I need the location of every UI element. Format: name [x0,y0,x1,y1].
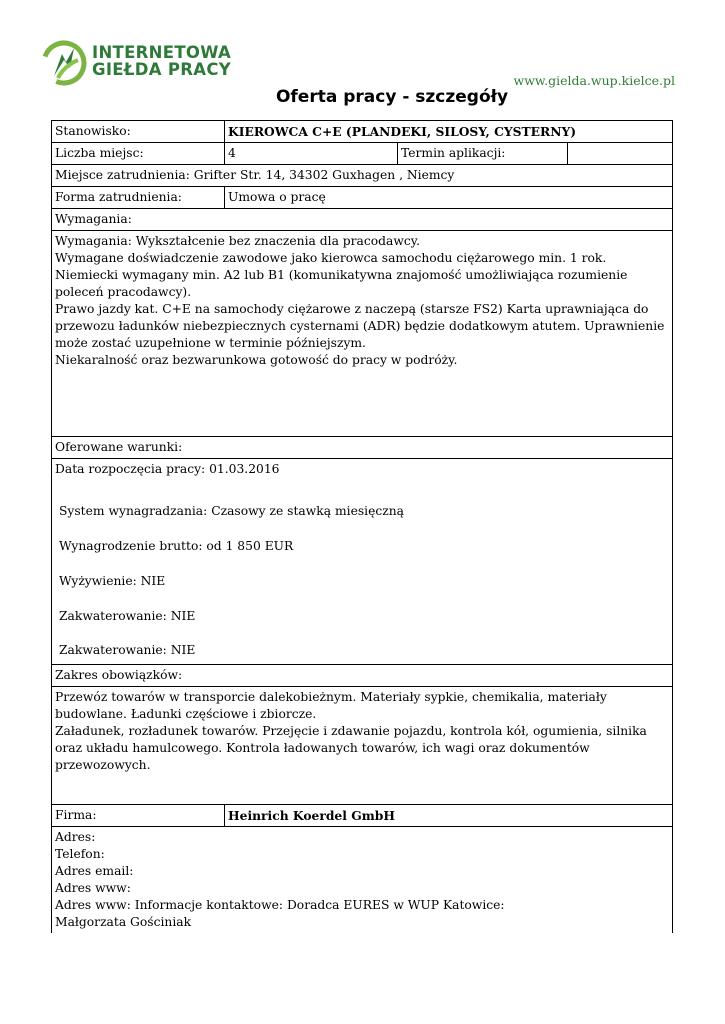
requirements-line: może zostać uzupełnione w terminie późniejszym. [55,336,366,350]
requirements-label: Wymagania: [52,209,673,231]
page-title: Oferta pracy - szczegóły [275,87,509,107]
duties-line: oraz układu hamulcowego. Kontrola ładowanych towarów, ich wagi oraz dokumentów [55,741,590,755]
duties-line: przewozowych. [55,758,151,772]
conditions-label: Oferowane warunki: [52,437,673,459]
deadline-label: Termin aplikacji: [398,143,568,165]
requirements-header-row [52,209,673,231]
condition-item: Zakwaterowanie: NIE [59,609,196,623]
conditions-header-row [52,437,673,459]
start-date: Data rozpoczęcia pracy: 01.03.2016 [55,462,280,476]
conditions-content [52,459,673,665]
places-value: 4 [225,143,398,165]
logo-line-1: INTERNETOWA [92,43,232,62]
logo-line-2: GIEŁDA PRACY [92,60,231,79]
logo-emblem-icon [40,38,90,88]
duties-header-row [52,665,673,687]
employment-value: Umowa o pracę [225,187,673,209]
contact-line: Adres www: [55,881,131,895]
contact-line: Adres: [55,830,96,844]
duties-line: Przewóz towarów w transporcie dalekobieżnym. Materiały sypkie, chemikalia, materiały [55,690,607,704]
requirements-line: Niekaralność oraz bezwarunkowa gotowość do pracy w podróży. [55,353,458,367]
deadline-value [568,143,673,165]
requirements-line: Niemiecki wymagany min. A2 lub B1 (komunikatywna znajomość umożliwiająca rozumienie [55,268,628,282]
duties-content [52,687,673,805]
duties-label: Zakres obowiązków: [52,665,673,687]
offer-table [51,120,673,933]
company-row [52,805,673,827]
position-row [52,121,673,143]
requirements-row [52,231,673,437]
company-value: Heinrich Koerdel GmbH [225,805,673,827]
conditions-row [52,459,673,665]
condition-item: System wynagradzania: Czasowy ze stawką miesięczną [59,504,404,518]
places-label: Liczba miejsc: [52,143,225,165]
contact-line: Małgorzata Gościniak [55,915,192,929]
requirements-line: przewozu ładunków niebezpiecznych cysternami (ADR) będzie dodatkowym atutem. Uprawnienie [55,319,665,333]
location: Miejsce zatrudnienia: Grifter Str. 14, 34302 Guxhagen , Niemcy [52,165,673,187]
requirements-line: Wymagania: Wykształcenie bez znaczenia dla pracodawcy. [55,234,421,248]
contact-line: Telefon: [55,847,105,861]
contact-line: Adres email: [55,864,134,878]
requirements-line: poleceń pracodawcy). [55,285,192,299]
position-value: KIEROWCA C+E (PLANDEKI, SILOSY, CYSTERNY) [225,121,673,143]
position-label: Stanowisko: [52,121,225,143]
contact-line: Adres www: Informacje kontaktowe: Doradca EURES w WUP Katowice: [55,898,505,912]
employment-row [52,187,673,209]
logo-text [92,44,231,78]
places-row [52,143,673,165]
employment-label: Forma zatrudnienia: [52,187,225,209]
duties-line: budowlane. Ładunki częściowe i zbiorcze. [55,707,317,721]
requirements-content [52,231,673,437]
duties-line: Załadunek, rozładunek towarów. Przejęcie i zdawanie pojazdu, kontrola kół, ogumienia, silnika [55,724,647,738]
requirements-line: Prawo jazdy kat. C+E na samochody ciężarowe z naczepą (starsze FS2) Karta uprawniająca do [55,302,649,316]
site-url[interactable]: www.gielda.wup.kielce.pl [513,73,675,88]
contact-row [52,827,673,934]
requirements-line: Wymagane doświadczenie zawodowe jako kierowca samochodu ciężarowego min. 1 rok. [55,251,607,265]
condition-item: Wyżywienie: NIE [59,574,166,588]
duties-row [52,687,673,805]
condition-item: Zakwaterowanie: NIE [59,643,196,657]
company-label: Firma: [52,805,225,827]
location-row [52,165,673,187]
condition-item: Wynagrodzenie brutto: od 1 850 EUR [59,539,294,553]
contact-content [52,827,673,934]
logo [40,38,230,88]
